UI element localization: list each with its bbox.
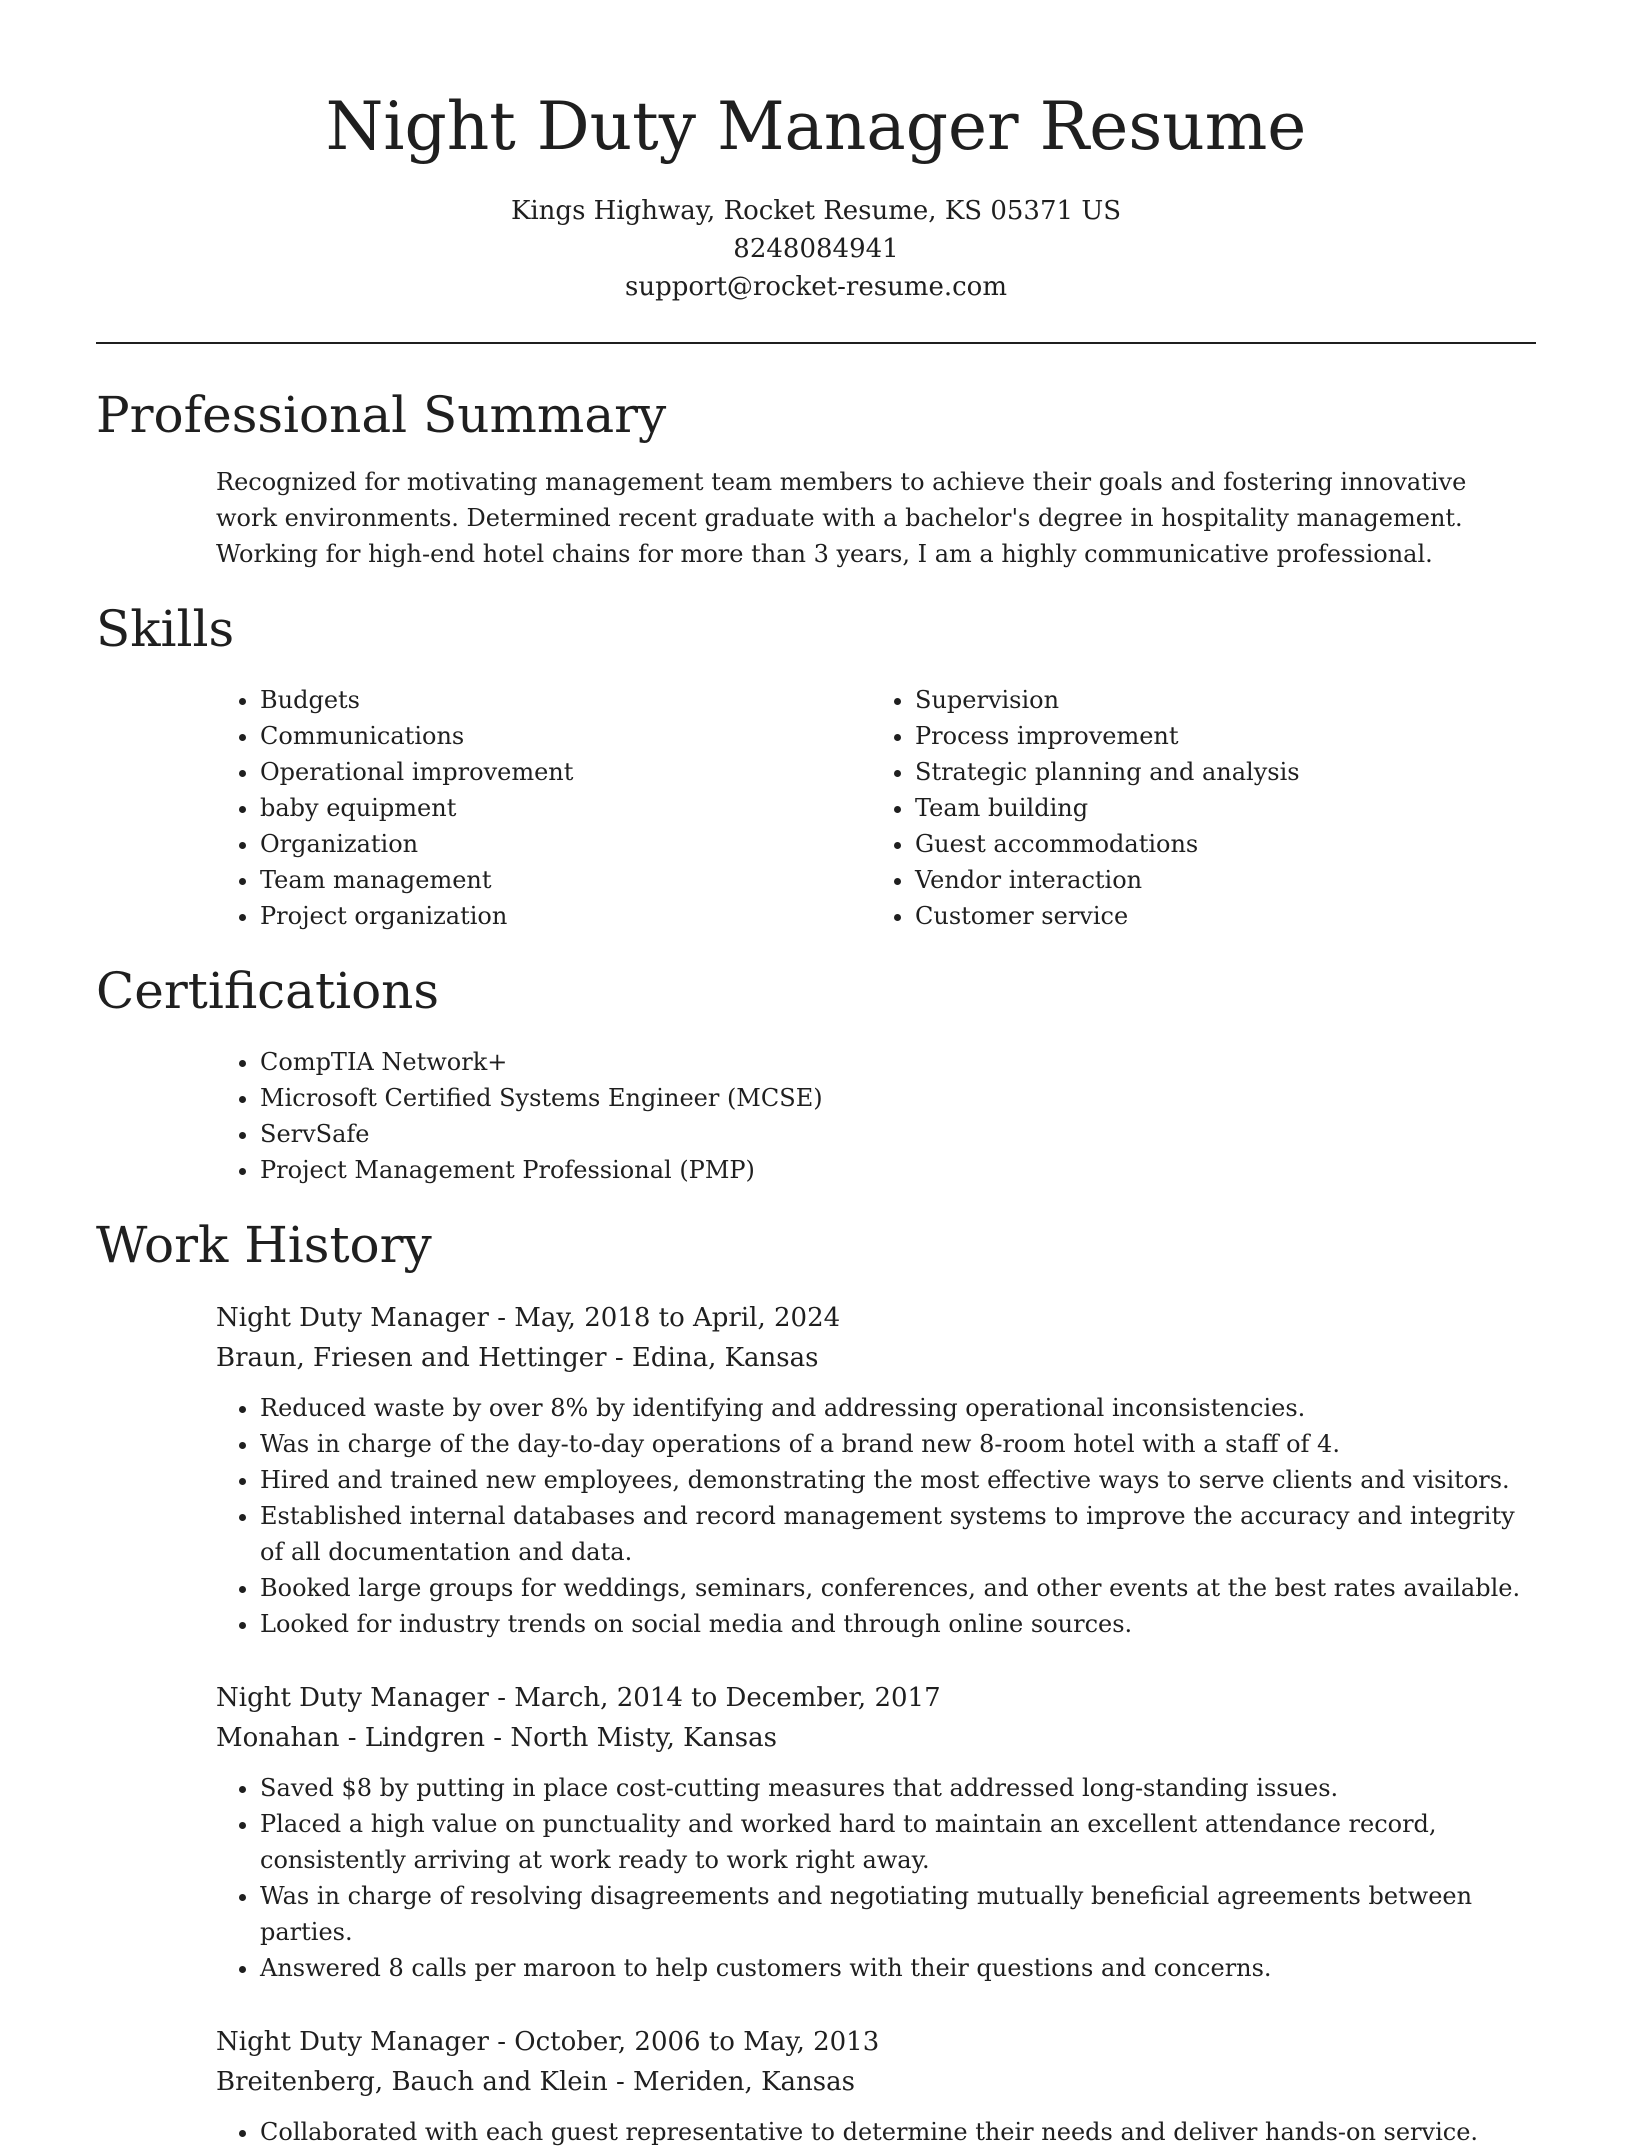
skills-columns <box>216 682 1526 934</box>
skill-item: • Budgets <box>260 682 871 718</box>
contact-address: Kings Highway, Rocket Resume, KS 05371 US <box>510 196 1122 226</box>
job-role-dates: Night Duty Manager - May, 2018 to April, 2024 <box>216 1303 841 1333</box>
skills-list-left <box>216 682 871 934</box>
job-bullet: • Was in charge of the day-to-day operations of a brand new 8-room hotel with a staff of 4. <box>260 1426 1526 1462</box>
skills-section <box>96 590 1536 934</box>
skills-heading: Skills <box>96 600 235 658</box>
resume-title: Night Duty Manager Resume <box>325 88 1307 165</box>
skill-item: • Operational improvement <box>260 754 871 790</box>
job-bullet: • Collaborated with each guest representative to determine their needs and deliver hands-on service. <box>260 2114 1526 2150</box>
job-entry <box>216 2022 1526 2150</box>
skill-item: • Organization <box>260 826 871 862</box>
contact-email: support@rocket-resume.com <box>624 272 1007 302</box>
skill-item: • Team building <box>915 790 1526 826</box>
job-company-location: Breitenberg, Bauch and Klein - Meriden, Kansas <box>216 2067 855 2097</box>
skill-item: • Guest accommodations <box>915 826 1526 862</box>
job-bullet: • Reduced waste by over 8% by identifying and addressing operational inconsistencies. <box>260 1390 1526 1426</box>
skill-item: • Supervision <box>915 682 1526 718</box>
job-bullet: • Established internal databases and record management systems to improve the accuracy and integrity of all documentation and data. <box>260 1498 1526 1570</box>
job-role-dates: Night Duty Manager - March, 2014 to December, 2017 <box>216 1683 941 1713</box>
certifications-list <box>216 1044 1526 1188</box>
job-company-location: Monahan - Lindgren - North Misty, Kansas <box>216 1723 777 1753</box>
job-entry <box>216 1298 1526 1642</box>
certifications-container <box>216 1044 1526 1188</box>
resume-body <box>96 376 1536 2150</box>
job-bullet: • Booked large groups for weddings, seminars, conferences, and other events at the best rates available. <box>260 1570 1526 1606</box>
summary-text: Recognized for motivating management team members to achieve their goals and fostering innovative work environments. Determined recent graduate with a bachelor's degree in hospitality management. Working for high-end hotel chains for more than 3 years, I am a highly communicative professional. <box>216 468 1467 568</box>
job-bullets <box>216 1390 1526 1642</box>
work-history-heading: Work History <box>96 1216 432 1274</box>
skill-item: • Team management <box>260 862 871 898</box>
certification-item: • CompTIA Network+ <box>260 1044 1526 1080</box>
job-bullet: • Placed a high value on punctuality and worked hard to maintain an excellent attendance record, consistently arriving at work ready to work right away. <box>260 1806 1526 1878</box>
job-bullet: • Looked for industry trends on social media and through online sources. <box>260 1606 1526 1642</box>
job-bullet: • Saved $8 by putting in place cost-cutting measures that addressed long-standing issues. <box>260 1770 1526 1806</box>
summary-section <box>96 376 1536 572</box>
job-company-location: Braun, Friesen and Hettinger - Edina, Kansas <box>216 1343 819 1373</box>
job-bullets <box>216 1770 1526 1986</box>
header-divider <box>96 342 1536 344</box>
summary-heading: Professional Summary <box>96 386 667 444</box>
resume-header <box>0 0 1632 306</box>
skill-item: • baby equipment <box>260 790 871 826</box>
job-bullet: • Answered 8 calls per maroon to help customers with their questions and concerns. <box>260 1950 1526 1986</box>
skill-item: • Communications <box>260 718 871 754</box>
job-entry <box>216 1678 1526 1986</box>
certifications-section <box>96 952 1536 1188</box>
skill-item: • Strategic planning and analysis <box>915 754 1526 790</box>
certification-item: • Project Management Professional (PMP) <box>260 1152 1526 1188</box>
contact-info <box>0 192 1632 306</box>
skills-list-right <box>871 682 1526 934</box>
job-role-dates: Night Duty Manager - October, 2006 to May, 2013 <box>216 2027 880 2057</box>
skill-item: • Vendor interaction <box>915 862 1526 898</box>
certification-item: • Microsoft Certified Systems Engineer (MCSE) <box>260 1080 1526 1116</box>
job-bullet: • Was in charge of resolving disagreements and negotiating mutually beneficial agreements between parties. <box>260 1878 1526 1950</box>
certifications-heading: Certifications <box>96 962 440 1020</box>
certification-item: • ServSafe <box>260 1116 1526 1152</box>
skill-item: • Customer service <box>915 898 1526 934</box>
job-bullet: • Hired and trained new employees, demonstrating the most effective ways to serve clients and visitors. <box>260 1462 1526 1498</box>
skill-item: • Process improvement <box>915 718 1526 754</box>
contact-phone: 8248084941 <box>733 234 899 264</box>
skill-item: • Project organization <box>260 898 871 934</box>
job-bullets <box>216 2114 1526 2150</box>
work-history-section <box>96 1206 1536 2150</box>
